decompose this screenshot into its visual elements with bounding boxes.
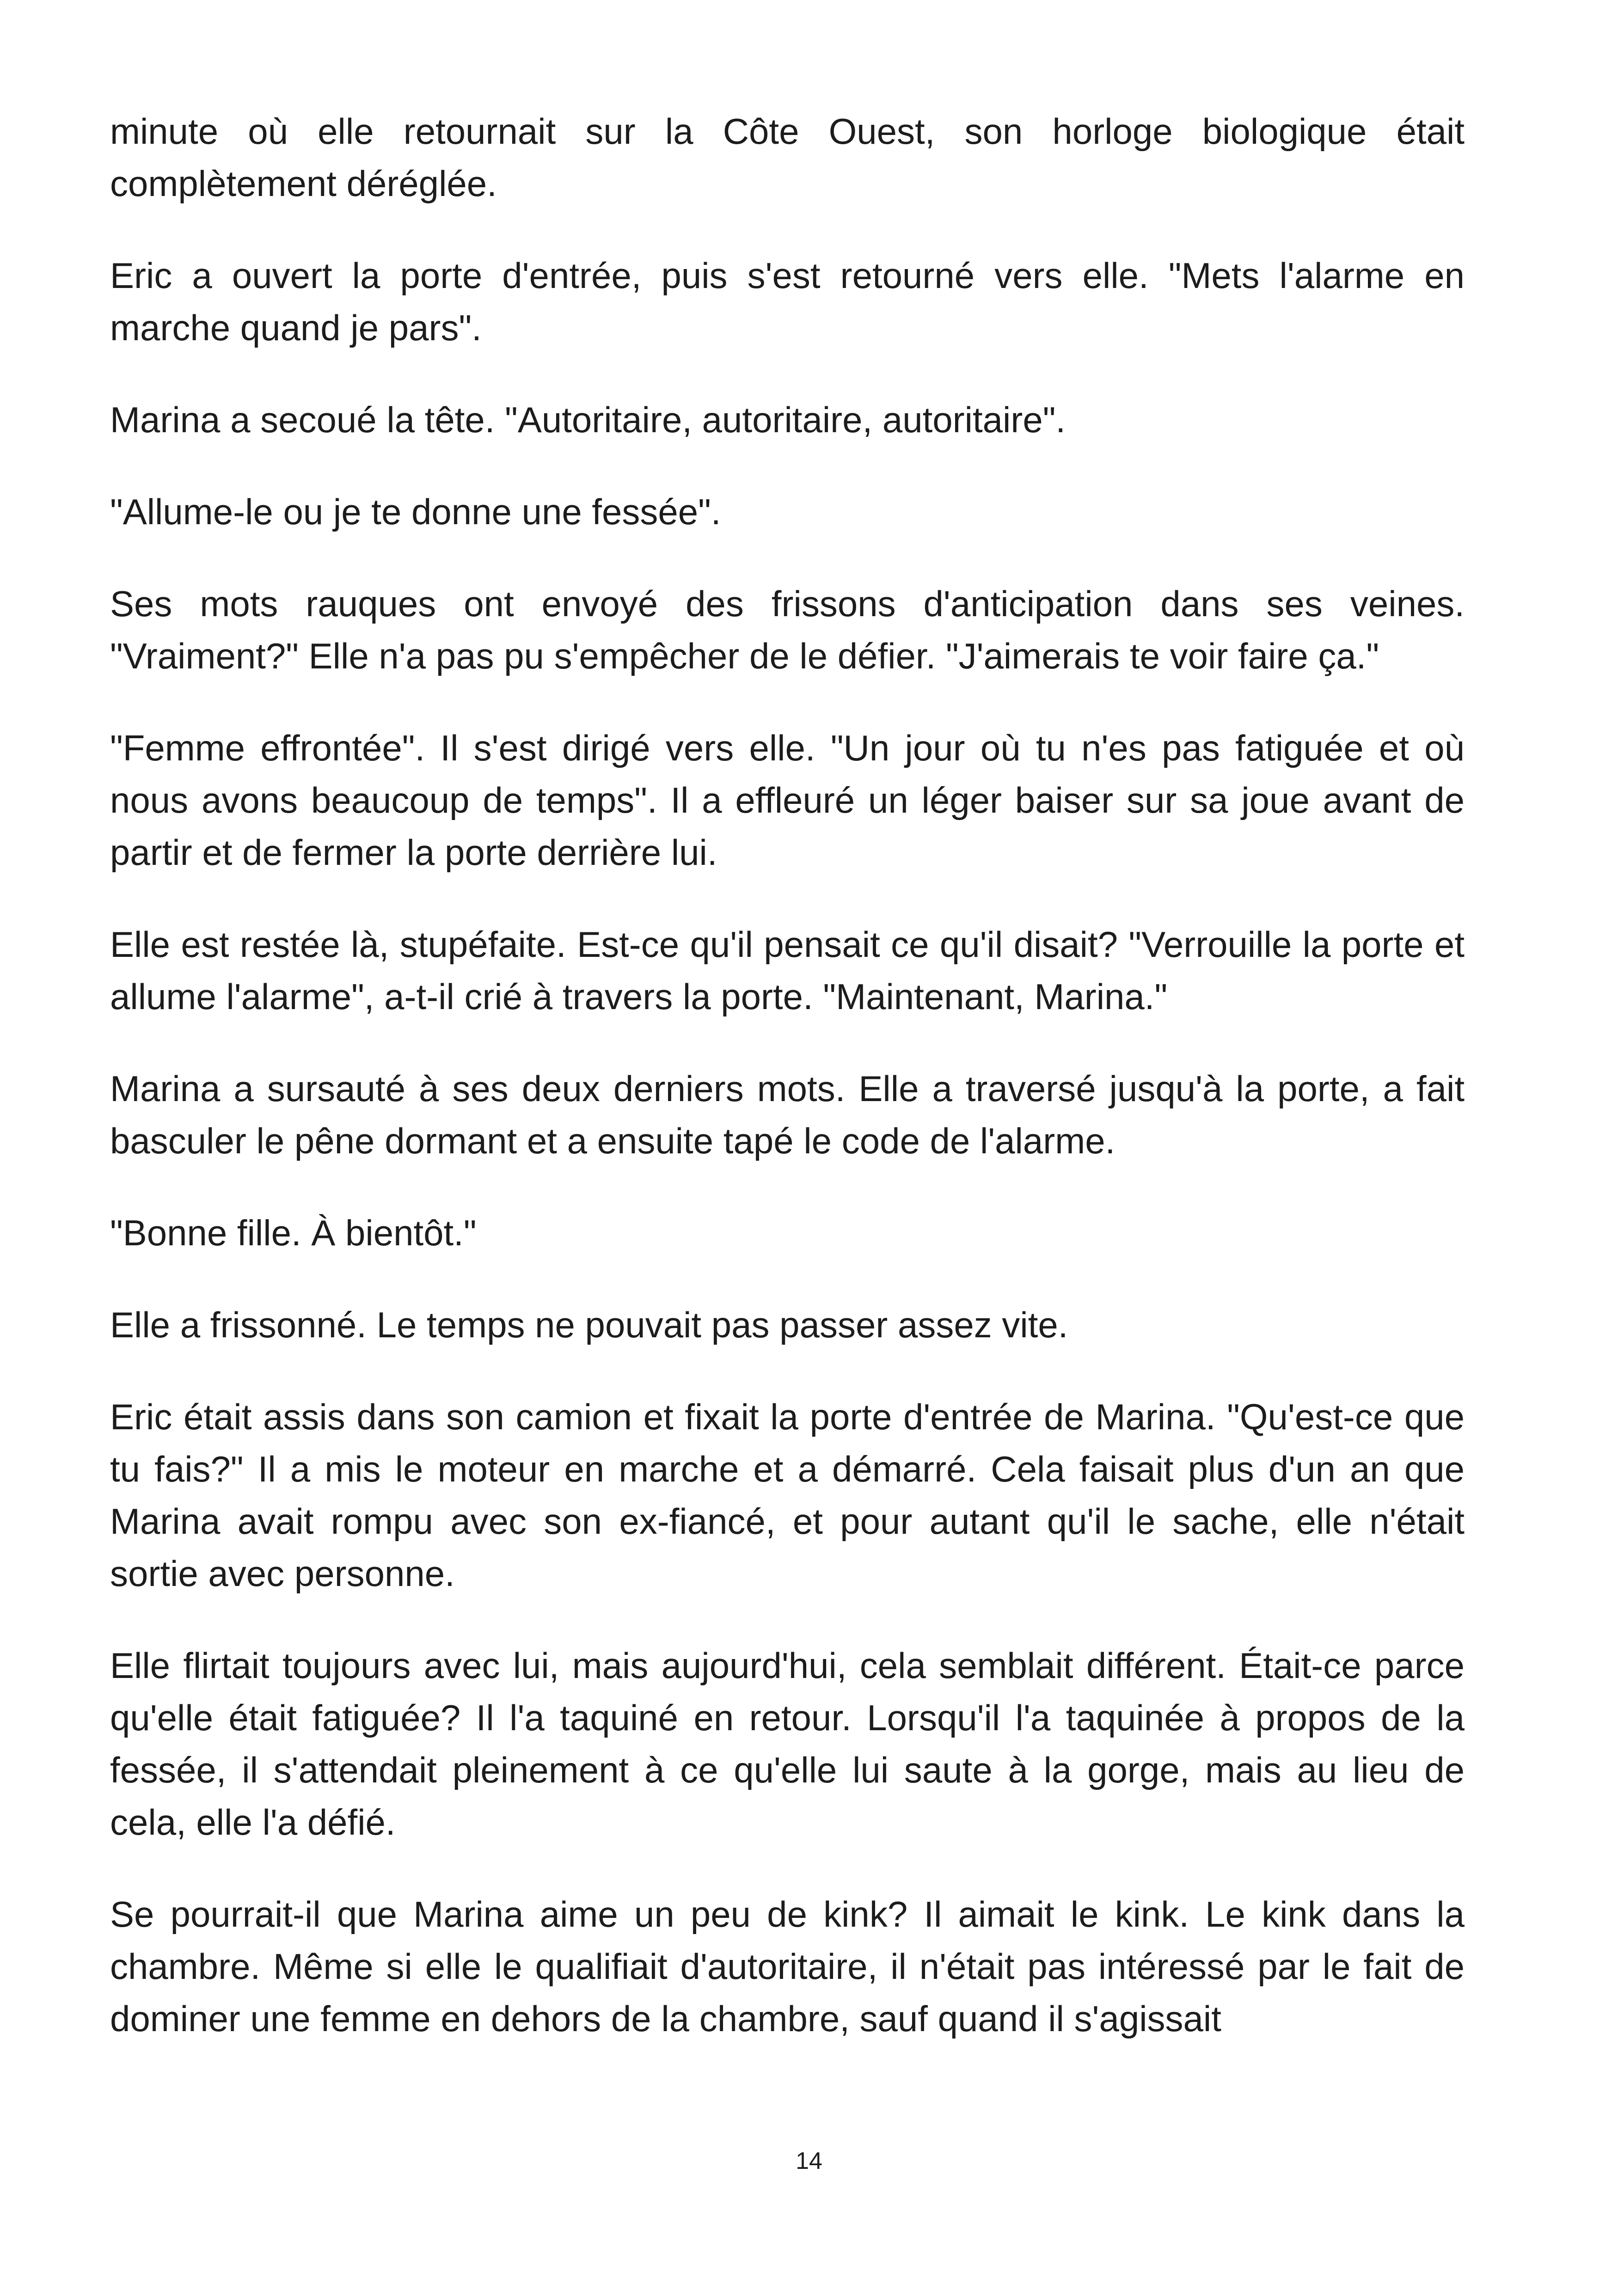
paragraph-3: Marina a secoué la tête. "Autoritaire, autoritaire, autoritaire". [110, 399, 1066, 440]
body-text [110, 105, 1465, 2045]
paragraph-12: Elle flirtait toujours avec lui, mais aujourd'hui, cela semblait différent. Était-ce parce qu'elle était fatiguée? Il l'a taquiné en retour. Lorsqu'il l'a taquinée à propos de la fessée, il s'attendait pleinement à ce qu'elle lui saute à la gorge, mais au lieu de cela, elle l'a défié. [110, 1645, 1465, 1843]
paragraph-9: "Bonne fille. À bientôt." [110, 1212, 477, 1253]
paragraph-1: minute où elle retournait sur la Côte Ouest, son horloge biologique était complètement déréglée. [110, 111, 1465, 204]
paragraph-6: "Femme effrontée". Il s'est dirigé vers elle. "Un jour où tu n'es pas fatiguée et où nous avons beaucoup de temps". Il a effleuré un léger baiser sur sa joue avant de partir et de fermer la porte derrière lui. [110, 728, 1465, 873]
page-number: 14 [796, 2148, 822, 2174]
paragraph-2: Eric a ouvert la porte d'entrée, puis s'est retourné vers elle. "Mets l'alarme en marche quand je pars". [110, 255, 1465, 348]
paragraph-13: Se pourrait-il que Marina aime un peu de kink? Il aimait le kink. Le kink dans la chambre. Même si elle le qualifiait d'autoritaire, il n'était pas intéressé par le fait de dominer une femme en dehors de la chambre, sauf quand il s'agissait [110, 1894, 1465, 2039]
paragraph-10: Elle a frissonné. Le temps ne pouvait pas passer assez vite. [110, 1304, 1068, 1345]
paragraph-4: "Allume-le ou je te donne une fessée". [110, 491, 721, 532]
paragraph-5: Ses mots rauques ont envoyé des frissons d'anticipation dans ses veines. "Vraiment?" Elle n'a pas pu s'empêcher de le défier. "J'aimerais te voir faire ça." [110, 583, 1465, 676]
paragraph-8: Marina a sursauté à ses deux derniers mots. Elle a traversé jusqu'à la porte, a fait basculer le pêne dormant et a ensuite tapé le code de l'alarme. [110, 1068, 1465, 1161]
paragraph-11: Eric était assis dans son camion et fixait la porte d'entrée de Marina. "Qu'est-ce que tu fais?" Il a mis le moteur en marche et a démarré. Cela faisait plus d'un an que Marina avait rompu avec son ex-fiancé, et pour autant qu'il le sache, elle n'était sortie avec personne. [110, 1396, 1465, 1594]
paragraph-7: Elle est restée là, stupéfaite. Est-ce qu'il pensait ce qu'il disait? "Verrouille la porte et allume l'alarme", a-t-il crié à travers la porte. "Maintenant, Marina." [110, 924, 1465, 1017]
